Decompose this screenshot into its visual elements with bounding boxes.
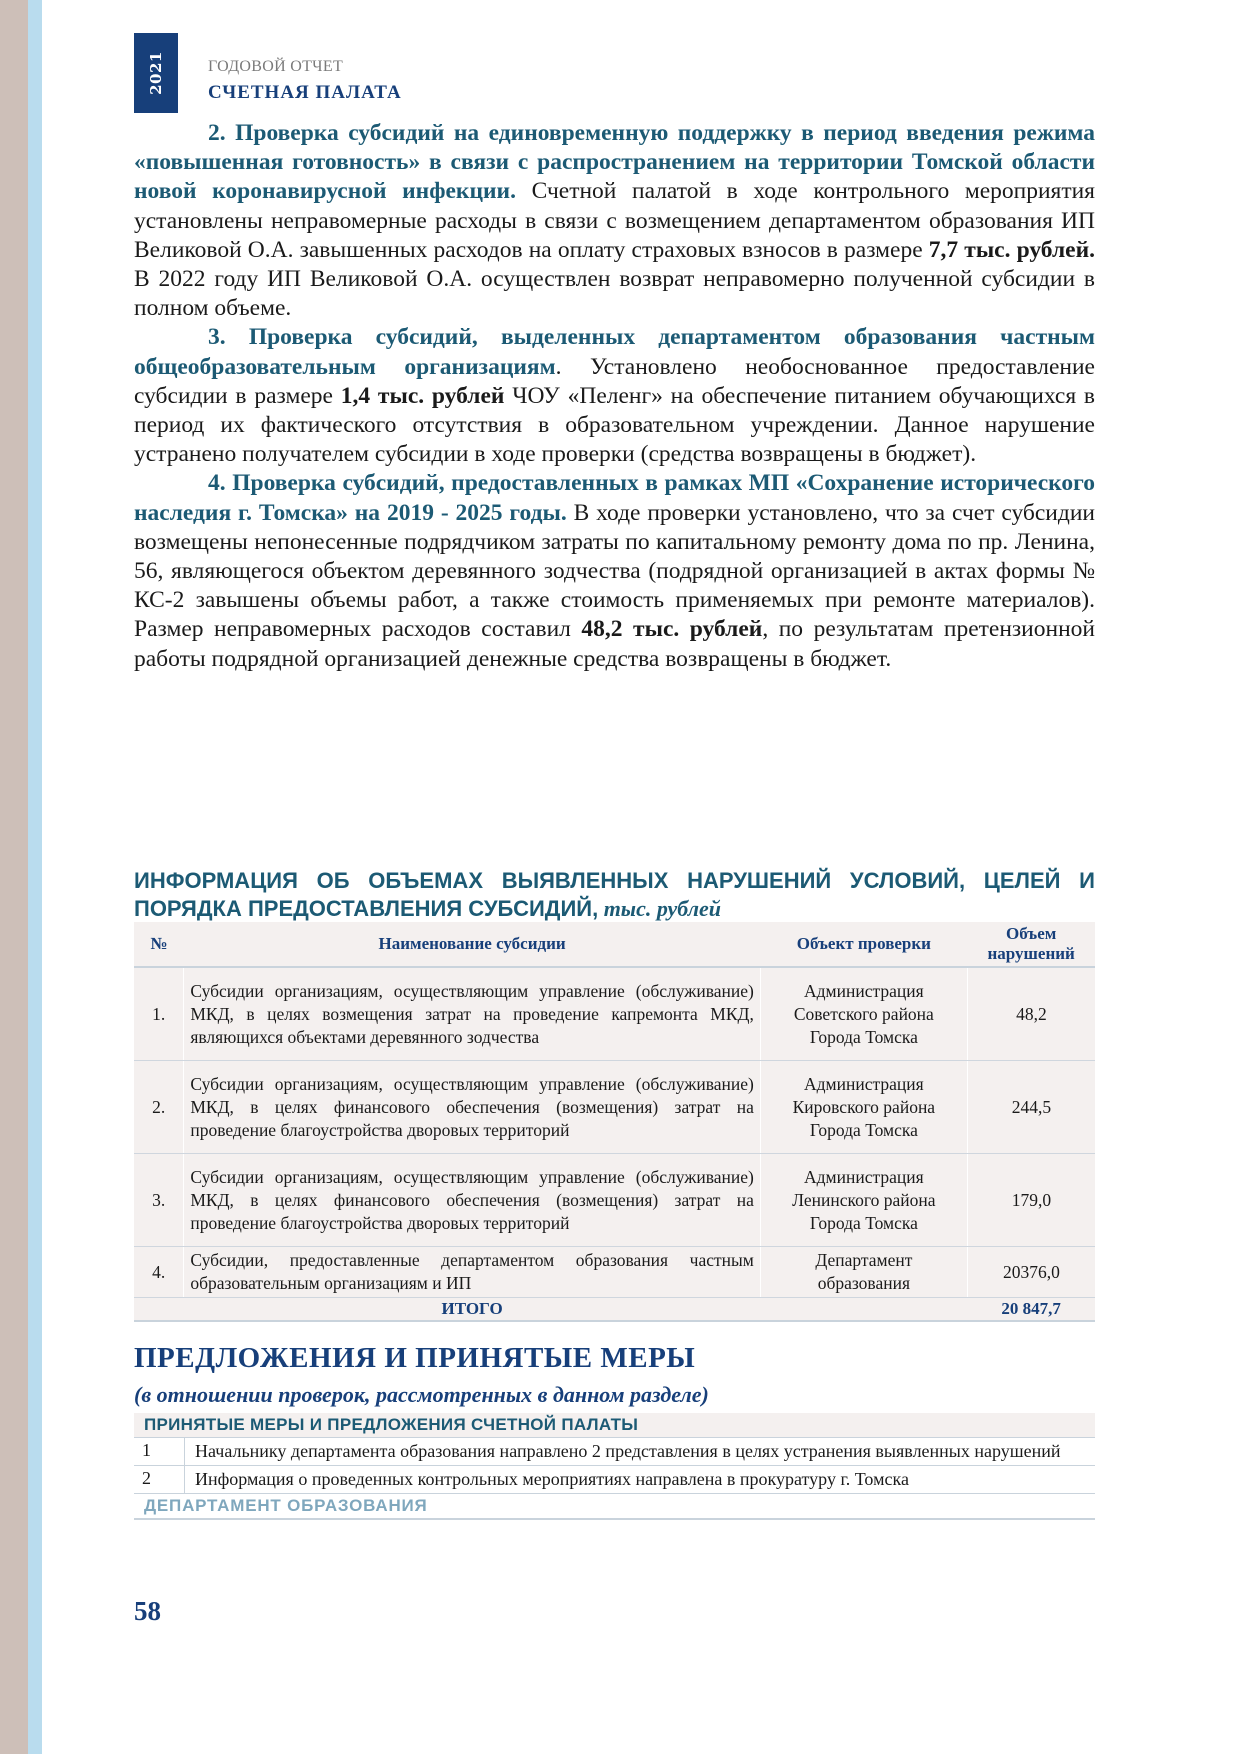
violation-volume: 179,0	[967, 1154, 1095, 1247]
paragraph-3-text-end: ЧОУ «Пеленг» на обеспечение питанием обучающихся в период их фактического отсутствия в образовательном учреждении. Данное нарушение устранено получателем субсидии в ходе проверки (средства возвращены в бюджет).	[134, 382, 1096, 468]
total-label: ИТОГО	[184, 1298, 761, 1322]
measures-title: ПРЕДЛОЖЕНИЯ И ПРИНЯТЫЕ МЕРЫ	[134, 1342, 696, 1374]
col-volume-header: Объем нарушений	[967, 922, 1095, 967]
paragraph-2-number: 2.	[208, 120, 226, 146]
audit-object: Администрация Кировского района Города Томска	[760, 1061, 967, 1154]
violations-table	[134, 922, 1095, 1322]
list-item	[134, 1438, 1095, 1466]
measure-text: Информация о проведенных контрольных мероприятиях направлена в прокуратуру г. Томска	[185, 1466, 1096, 1494]
paragraph-2-amount: 7,7 тыс. рублей.	[928, 236, 1095, 263]
list-item	[134, 1466, 1095, 1494]
measure-number: 1	[134, 1438, 185, 1466]
violation-volume: 244,5	[967, 1061, 1095, 1154]
paragraph-4-text-end: , по результатам претензионной работы подрядной организацией денежные средства возвращены в бюджет.	[134, 616, 1095, 672]
total-row	[134, 1298, 1095, 1322]
measures-header-row	[134, 1413, 1095, 1438]
row-number: 4.	[134, 1247, 184, 1298]
paragraph-2-text: Счетной палатой в ходе контрольного мероприятия установлены неправомерные расходы в связи с возмещением департаментом образования ИП Великовой О.А. завышенных расходов на оплату страховых взносов в размере	[134, 178, 1095, 263]
paragraph-4-text: В ходе проверки установлено, что за счет субсидии возмещены непонесенные подрядчиком затраты по капитальному ремонту дома по пр. Ленина, 56, являющегося объектом деревянного зодчества (подрядной организацией в актах формы № КС-2 завышены объемы работ, а также стоимость применяемых при ремонте материалов). Размер неправомерных расходов составил	[134, 499, 1095, 643]
violation-volume: 20376,0	[967, 1247, 1095, 1298]
violations-table-title	[134, 867, 1095, 923]
table-row	[134, 1061, 1095, 1154]
audit-object: Департамент образования	[760, 1247, 967, 1298]
violations-title-unit: тыс. рублей	[598, 896, 722, 921]
row-number: 1.	[134, 967, 184, 1061]
table-row	[134, 1154, 1095, 1247]
measures-footer-row	[134, 1494, 1095, 1520]
measures-table	[134, 1413, 1095, 1520]
table-row	[134, 967, 1095, 1061]
subsidy-name: Субсидии, предоставленные департаментом образования частным образовательным организациям и ИП	[184, 1247, 761, 1298]
paragraph-4-number: 4.	[208, 470, 226, 497]
total-value: 20 847,7	[967, 1298, 1095, 1322]
audit-object: Администрация Ленинского района Города Томска	[760, 1154, 967, 1247]
org-name: СЧЕТНАЯ ПАЛАТА	[208, 82, 402, 103]
paragraph-3-heading: Проверка субсидий, выделенных департаментом образования частным общеобразовательным организациям	[134, 324, 1096, 380]
measure-text: Начальнику департамента образования направлено 2 представления в целях устранения выявленных нарушений	[185, 1438, 1096, 1466]
side-strip-tan	[0, 0, 28, 1754]
paragraph-3-amount: 1,4 тыс. рублей	[340, 382, 505, 409]
violations-header-row	[134, 922, 1095, 967]
paragraph-3-number: 3.	[208, 324, 226, 351]
side-strip-blue	[28, 0, 42, 1754]
report-label: ГОДОВОЙ ОТЧЕТ	[208, 58, 344, 75]
measures-footer: ДЕПАРТАМЕНТ ОБРАЗОВАНИЯ	[134, 1494, 1095, 1520]
violation-volume: 48,2	[967, 967, 1095, 1061]
paragraph-2-heading: Проверка субсидий на единовременную поддержку в период введения режима «повышенная готовность» в связи с распространением на территории Томской области новой коронавирусной инфекции.	[134, 120, 1096, 205]
body-text	[134, 119, 1095, 674]
measures-subtitle: (в отношении проверок, рассмотренных в данном разделе)	[134, 1382, 709, 1407]
paragraph-3-text: . Установлено необоснованное предоставление субсидии в размере	[134, 353, 1095, 409]
col-no-header: №	[134, 922, 184, 967]
paragraph-4	[134, 469, 1095, 673]
row-number: 3.	[134, 1154, 184, 1247]
col-object-header: Объект проверки	[760, 922, 967, 967]
measures-table-header: ПРИНЯТЫЕ МЕРЫ И ПРЕДЛОЖЕНИЯ СЧЕТНОЙ ПАЛАТЫ	[134, 1413, 1095, 1438]
paragraph-4-amount: 48,2 тыс. рублей	[581, 616, 763, 643]
paragraph-2-text-end: В 2022 году ИП Великовой О.А. осуществлен возврат неправомерно полученной субсидии в полном объеме.	[134, 266, 1095, 322]
paragraph-4-heading: Проверка субсидий, предоставленных в рамках МП «Сохранение исторического наследия г. Томска» на 2019 - 2025 годы.	[134, 470, 1096, 526]
paragraph-2	[134, 119, 1095, 323]
measure-number: 2	[134, 1466, 185, 1494]
row-number: 2.	[134, 1061, 184, 1154]
subsidy-name: Субсидии организациям, осуществляющим управление (обслуживание) МКД, в целях возмещения затрат на проведение капремонта МКД, являющихся объектами деревянного зодчества	[184, 967, 761, 1061]
year-badge	[134, 33, 178, 113]
subsidy-name: Субсидии организациям, осуществляющим управление (обслуживание) МКД, в целях финансового обеспечения (возмещения) затрат на проведение благоустройства дворовых территорий	[184, 1061, 761, 1154]
col-name-header: Наименование субсидии	[184, 922, 761, 967]
audit-object: Администрация Советского района Города Томска	[760, 967, 967, 1061]
subsidy-name: Субсидии организациям, осуществляющим управление (обслуживание) МКД, в целях финансового обеспечения (возмещения) затрат на проведение благоустройства дворовых территорий	[184, 1154, 761, 1247]
violations-title-text: ИНФОРМАЦИЯ ОБ ОБЪЕМАХ ВЫЯВЛЕННЫХ НАРУШЕНИЙ УСЛОВИЙ, ЦЕЛЕЙ И ПОРЯДКА ПРЕДОСТАВЛЕНИЯ СУБСИДИЙ,	[134, 868, 1095, 921]
paragraph-3	[134, 323, 1095, 469]
table-row	[134, 1247, 1095, 1298]
page-number: 58	[134, 1596, 161, 1626]
year-label: 2021	[147, 51, 165, 95]
